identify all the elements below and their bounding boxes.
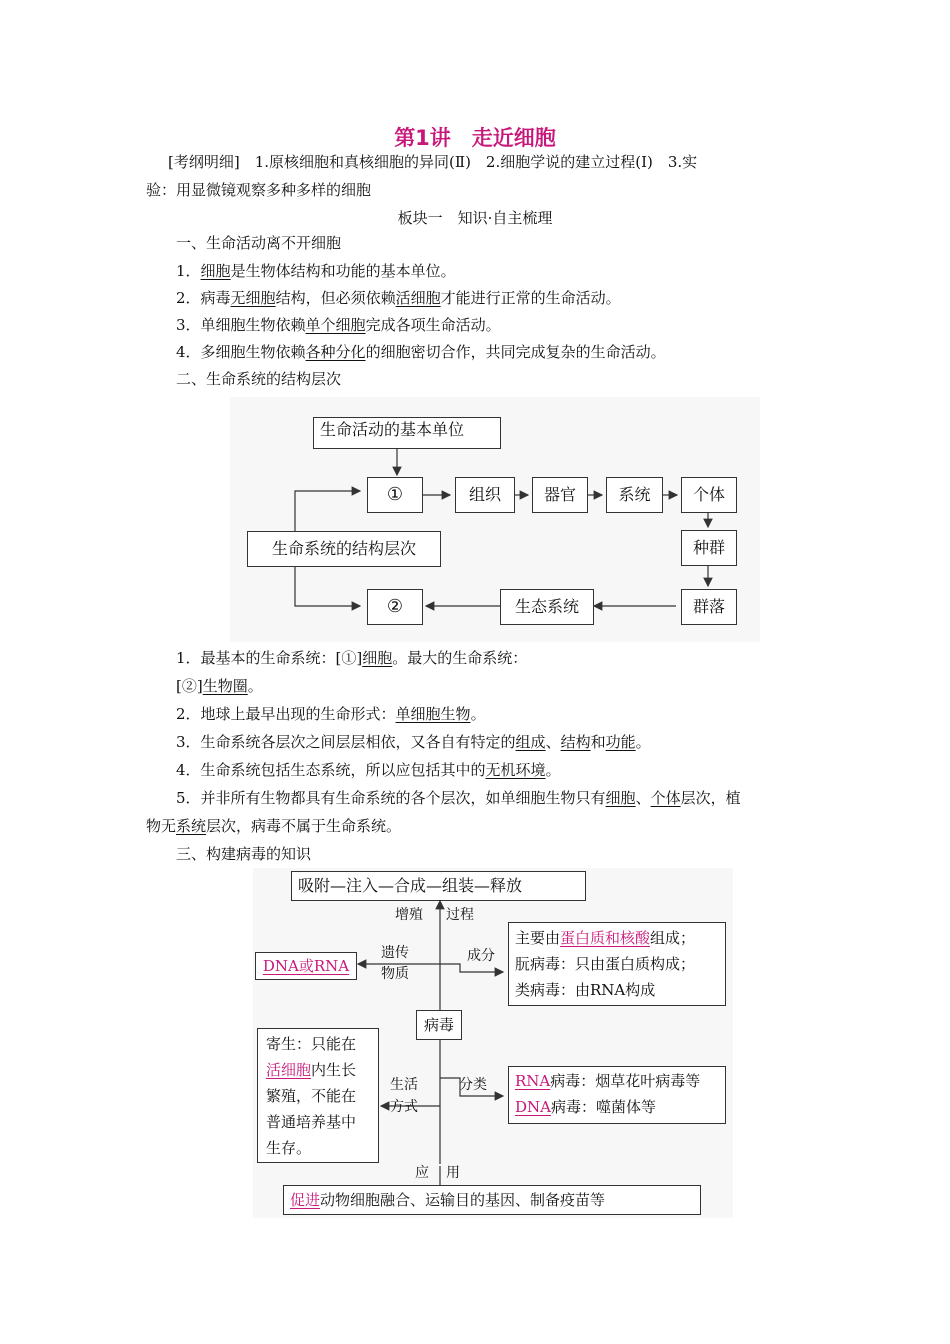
s2-item-3: 3．生命系统各层次之间层层相依，又各自有特定的组成、结构和功能。 [176, 733, 651, 751]
virus-diagram [253, 868, 733, 1218]
s2-item-1b: [②]生物圈。 [176, 677, 263, 695]
label-life-1: 生活 [390, 1077, 418, 1093]
s2-item-4: 4．生命系统包括生态系统，所以应包括其中的无机环境。 [176, 761, 561, 779]
s1-item-2: 2．病毒无细胞结构，但必须依赖活细胞才能进行正常的生命活动。 [176, 289, 621, 307]
parasitic-line-1: 寄生：只能在 [266, 1035, 357, 1053]
box-individual: 个体 [681, 477, 737, 513]
s2-item-5a: 5．并非所有生物都具有生命系统的各个层次，如单细胞生物只有细胞、个体层次，植 [176, 789, 741, 807]
label-life-2: 方式 [390, 1099, 418, 1115]
box-organ: 器官 [532, 477, 588, 513]
section-block-title: 板块一 知识·自主梳理 [397, 209, 553, 227]
composition-line-2: 朊病毒：只由蛋白质构成； [515, 955, 696, 973]
label-classification: 分类 [459, 1077, 487, 1093]
box-tissue: 组织 [455, 477, 515, 513]
box-parasitic [257, 1028, 379, 1163]
s1-item-3: 3．单细胞生物依赖单个细胞完成各项生命活动。 [176, 316, 501, 334]
parasitic-line-5: 生存。 [266, 1139, 312, 1157]
box-classification [508, 1066, 726, 1124]
s2-item-1a: 1．最基本的生命系统：[①]细胞。最大的生命系统： [176, 649, 528, 667]
outline-line-2: 验：用显微镜观察多种多样的细胞 [146, 181, 372, 199]
label-genetic-1: 遗传 [381, 945, 409, 961]
s1-item-1: 1．细胞是生物体结构和功能的基本单位。 [176, 262, 456, 280]
box-basic-unit: 生命活动的基本单位 [313, 417, 501, 449]
section3-heading: 三、构建病毒的知识 [176, 845, 312, 863]
label-genetic-2: 物质 [381, 966, 409, 982]
box-virus-center: 病毒 [416, 1010, 462, 1040]
parasitic-line-4: 普通培养基中 [266, 1113, 357, 1131]
life-system-diagram [230, 397, 760, 642]
label-proliferate: 增殖 [395, 907, 423, 923]
composition-line-1: 主要由蛋白质和核酸组成； [515, 929, 696, 947]
s1-item-4: 4．多细胞生物依赖各种分化的细胞密切合作，共同完成复杂的生命活动。 [176, 343, 666, 361]
section1-heading: 一、生命活动离不开细胞 [176, 234, 342, 252]
box-genetic-material: DNA或RNA [255, 952, 357, 980]
box-composition [508, 922, 726, 1006]
parasitic-line-3: 繁殖，不能在 [266, 1087, 357, 1105]
s2-item-2: 2．地球上最早出现的生命形式：单细胞生物。 [176, 705, 486, 723]
box-ecosystem: 生态系统 [500, 589, 594, 625]
label-application-1: 应 [415, 1165, 429, 1181]
classification-dna: DNA病毒：噬菌体等 [515, 1098, 656, 1116]
classification-rna: RNA病毒：烟草花叶病毒等 [515, 1072, 701, 1090]
box-application: 促进动物细胞融合、运输目的基因、制备疫苗等 [283, 1185, 701, 1215]
box-replication-process: 吸附—注入—合成—组装—释放 [291, 871, 586, 901]
box-community: 群落 [681, 589, 737, 625]
page-title: 第1讲 走近细胞 [394, 126, 556, 150]
composition-line-3: 类病毒：由RNA构成 [515, 981, 656, 999]
box-population: 种群 [681, 530, 737, 566]
box-system: 系统 [606, 477, 663, 513]
box-circle-1: ① [367, 477, 423, 513]
label-process: 过程 [446, 907, 474, 923]
parasitic-line-2: 活细胞内生长 [266, 1061, 357, 1079]
label-composition: 成分 [467, 948, 495, 964]
label-application-2: 用 [446, 1165, 460, 1181]
section2-heading: 二、生命系统的结构层次 [176, 370, 342, 388]
box-structure-levels: 生命系统的结构层次 [247, 531, 441, 567]
outline-line-1: [考纲明细] 1.原核细胞和真核细胞的异同(Ⅱ) 2.细胞学说的建立过程(Ⅰ) 3.实 [168, 153, 698, 171]
box-circle-2: ② [367, 589, 423, 625]
s2-item-5b: 物无系统层次，病毒不属于生命系统。 [146, 817, 402, 835]
